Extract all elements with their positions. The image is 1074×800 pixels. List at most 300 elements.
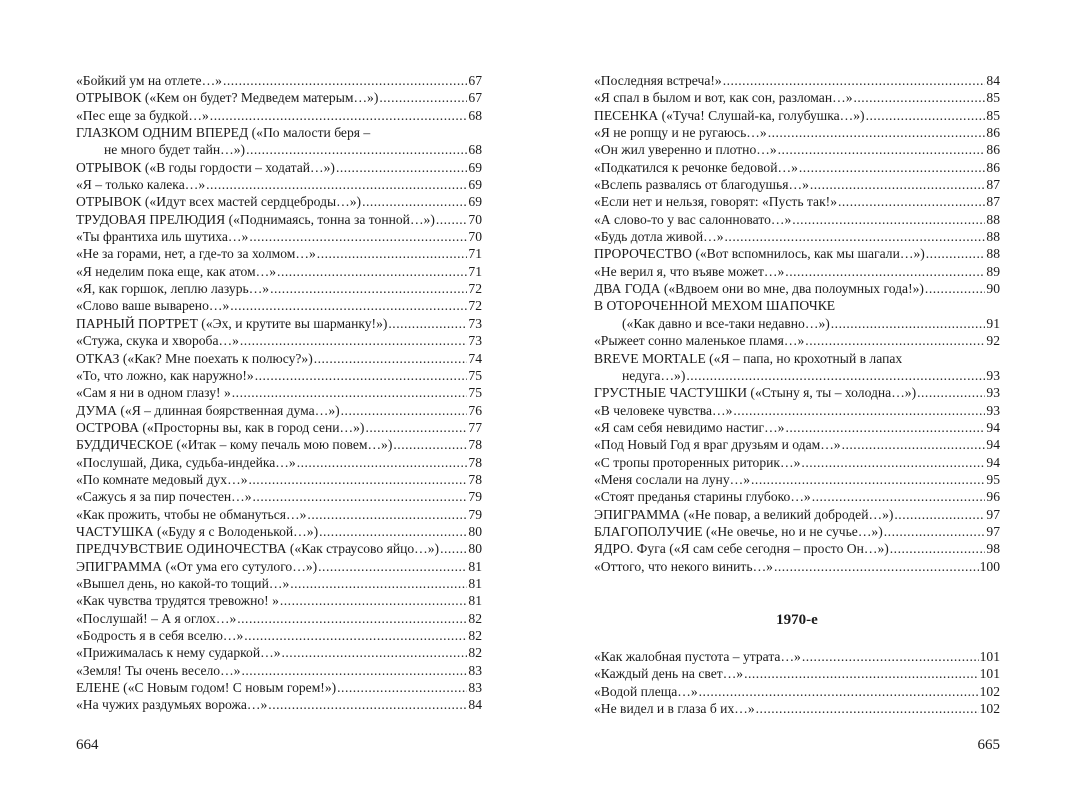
toc-entry-page: 80 [468, 541, 482, 557]
toc-entry [76, 280, 482, 297]
toc-entry-page: 70 [468, 229, 482, 245]
toc-entry [76, 506, 482, 523]
toc-entry-page: 98 [986, 541, 1000, 557]
toc-entry [76, 454, 482, 471]
toc-entry-page: 81 [468, 558, 482, 574]
toc-entry [76, 159, 482, 176]
toc-entry-title: «Послушай! – А я оглох…» [76, 610, 237, 626]
toc-entry-title: ДУМА («Я – длинная боярственная дума…») [76, 402, 340, 418]
toc-entry [76, 488, 482, 505]
toc-entry-page: 70 [468, 211, 482, 227]
toc-entry-page: 79 [468, 506, 482, 522]
toc-entry-page: 76 [468, 402, 482, 418]
dot-leader [244, 627, 467, 644]
toc-entry-line [76, 523, 482, 540]
dot-leader [894, 506, 985, 523]
toc-entry [76, 315, 482, 332]
toc-entry-line [594, 280, 1000, 297]
toc-entry-line [594, 124, 1000, 141]
dot-leader [307, 506, 467, 523]
toc-entry-line [594, 263, 1000, 280]
toc-entry-page: 79 [468, 489, 482, 505]
toc-entry [76, 124, 482, 159]
toc-entry-title: «Не верил я, что въяве может…» [594, 263, 785, 279]
toc-entry-page: 86 [986, 125, 1000, 141]
toc-entry-line [76, 228, 482, 245]
toc-entry [594, 648, 1000, 665]
toc-entry-title: недуга…») [622, 367, 686, 383]
dot-leader [792, 211, 985, 228]
toc-entry-page: 68 [468, 142, 482, 158]
dot-leader [388, 315, 467, 332]
toc-entry-line [594, 332, 1000, 349]
dot-leader [926, 245, 986, 262]
toc-entry [594, 454, 1000, 471]
toc-entry-title: ПРОРОЧЕСТВО («Вот вспомнилось, как мы шагали…») [594, 246, 925, 262]
toc-entry-title: БЛАГОПОЛУЧИЕ («Не овечье, но и не сучье…») [594, 523, 883, 539]
toc-entry [76, 384, 482, 401]
toc-entry-title: «По комнате медовый дух…» [76, 471, 248, 487]
toc-entry-title: «Послушай, Дика, судьба-индейка…» [76, 454, 296, 470]
toc-entry [594, 159, 1000, 176]
toc-entry-title: ЭПИГРАММА («Не повар, а великий добродей…») [594, 506, 894, 522]
toc-entry-page: 71 [468, 263, 482, 279]
toc-entry-title: «Я неделим пока еще, как атом…» [76, 263, 277, 279]
toc-entry-line [76, 506, 482, 523]
toc-entry-line [594, 471, 1000, 488]
toc-entry-title: «Бодрость я в себя вселю…» [76, 628, 244, 643]
toc-entry [76, 297, 482, 314]
dot-leader [237, 610, 467, 627]
toc-entry-page: 72 [468, 281, 482, 297]
toc-entry [594, 436, 1000, 453]
toc-entry-line [76, 332, 482, 349]
dot-leader [723, 72, 986, 89]
toc-entry-title: ОТРЫВОК («В годы гордости – ходатай…») [76, 159, 335, 175]
toc-entry [594, 228, 1000, 245]
toc-entry-page: 87 [986, 177, 1000, 193]
toc-entry [76, 89, 482, 106]
toc-entry [594, 211, 1000, 228]
dot-leader [317, 245, 468, 262]
toc-entry-title: «В человеке чувства…» [594, 402, 733, 418]
toc-entry-title: ГЛАЗКОМ ОДНИМ ВПЕРЕД («По малости беря – [76, 125, 371, 141]
dot-leader [436, 211, 468, 228]
toc-entry-title: не много будет тайн…») [104, 142, 246, 158]
toc-entry-page: 95 [986, 471, 1000, 487]
toc-entry-page: 88 [986, 229, 1000, 245]
toc-entry-line [594, 683, 1000, 700]
toc-entry-page: 87 [986, 194, 1000, 210]
toc-entry [76, 575, 482, 592]
dot-leader [866, 107, 986, 124]
toc-entry-title: В ОТОРОЧЕННОЙ МЕХОМ ШАПОЧКЕ [594, 298, 836, 314]
toc-entry [76, 245, 482, 262]
toc-entry-line [76, 159, 482, 176]
toc-entry [594, 141, 1000, 158]
toc-entry-title: ПЕСЕНКА («Туча! Слушай-ка, голубушка…») [594, 107, 865, 123]
dot-leader [751, 471, 985, 488]
toc-entry-line [594, 193, 1000, 210]
toc-entry [594, 280, 1000, 297]
toc-entry-line [594, 454, 1000, 471]
toc-entry-page: 75 [468, 385, 482, 401]
toc-entry-page: 77 [468, 419, 482, 435]
toc-entry [76, 402, 482, 419]
toc-entry-title: «Бойкий ум на отлете…» [76, 73, 222, 88]
toc-entry-line [76, 350, 482, 367]
toc-entry-line [594, 315, 1000, 332]
toc-entry-line [594, 665, 1000, 682]
toc-entry-page: 69 [468, 177, 482, 193]
toc-entry-line [594, 506, 1000, 523]
toc-entry-page: 91 [986, 315, 1000, 331]
dot-leader [812, 488, 986, 505]
toc-entry-line [76, 89, 482, 106]
toc-entry-title: («Как давно и все-таки недавно…») [622, 315, 830, 331]
toc-entry-line [76, 662, 482, 679]
toc-list-left [76, 72, 482, 714]
toc-entry-page: 67 [468, 90, 482, 106]
toc-entry-line [594, 436, 1000, 453]
toc-entry-page: 81 [468, 575, 482, 591]
dot-leader [253, 488, 468, 505]
toc-entry [76, 644, 482, 661]
toc-entry-line [594, 558, 1000, 575]
toc-entry-line [76, 193, 482, 210]
toc-entry-title: ДВА ГОДА («Вдвоем они во мне, два полоумных года!») [594, 281, 924, 297]
dot-leader [842, 436, 986, 453]
toc-entry-page: 93 [986, 367, 1000, 383]
dot-leader [733, 402, 985, 419]
toc-entry [594, 700, 1000, 717]
dot-leader [240, 332, 468, 349]
dot-leader [268, 696, 467, 713]
toc-entry-page: 68 [468, 107, 482, 123]
dot-leader [270, 280, 467, 297]
toc-entry [594, 350, 1000, 385]
toc-entry-page: 101 [979, 649, 1000, 664]
dot-leader [241, 662, 467, 679]
toc-entry-page: 97 [986, 523, 1000, 539]
toc-entry-line [76, 644, 482, 661]
toc-entry-page: 81 [468, 593, 482, 609]
toc-entry-page: 93 [986, 402, 1000, 418]
toc-entry-title: БУДДИЧЕСКОЕ («Итак – кому печаль мою повем…») [76, 437, 393, 453]
toc-entry [76, 558, 482, 575]
toc-entry-line [594, 402, 1000, 419]
toc-entry-page: 85 [986, 90, 1000, 106]
toc-entry [76, 107, 482, 124]
toc-entry-title: «Как прожить, чтобы не обмануться…» [76, 506, 307, 522]
dot-leader [223, 72, 467, 89]
toc-entry-title: «Земля! Ты очень весело…» [76, 662, 241, 678]
toc-entry-page: 93 [986, 385, 1000, 401]
toc-entry [594, 558, 1000, 575]
toc-entry-title: «Не видел и в глаза б их…» [594, 701, 755, 717]
toc-entry-page: 69 [468, 194, 482, 210]
toc-entry [594, 176, 1000, 193]
toc-entry-title: «Ты франтиха иль шутиха…» [76, 229, 249, 245]
toc-entry-page: 101 [979, 666, 1000, 682]
toc-entry [76, 540, 482, 557]
toc-entry-line [594, 72, 1000, 89]
toc-entry-line [76, 540, 482, 557]
toc-entry-title: ПАРНЫЙ ПОРТРЕТ («Эх, и крутите вы шарманку!») [76, 315, 388, 331]
toc-entry-page: 75 [468, 367, 482, 383]
toc-entry-page: 67 [468, 73, 482, 88]
toc-entry-line [76, 245, 482, 262]
toc-entry-line [76, 436, 482, 453]
toc-entry [594, 72, 1000, 89]
toc-entry-title: «Подкатился к речонке бедовой…» [594, 159, 798, 175]
dot-leader [756, 700, 979, 717]
toc-entry-title: «С тропы протоpенных риторик…» [594, 454, 801, 470]
toc-entry-page: 83 [468, 680, 482, 696]
toc-entry-page: 97 [986, 506, 1000, 522]
toc-entry [76, 72, 482, 89]
toc-entry [76, 332, 482, 349]
toc-entry-page: 90 [986, 281, 1000, 297]
toc-entry-title: «Я сам себя невидимо настиг…» [594, 419, 785, 435]
dot-leader [774, 558, 979, 575]
toc-entry-page: 82 [468, 628, 482, 643]
dot-leader [255, 367, 468, 384]
toc-entry-title: «Вышел день, но какой-то тощий…» [76, 575, 290, 591]
toc-entry-title: ОТРЫВОК («Кем он будет? Медведем матерым…») [76, 90, 379, 106]
toc-entry-line [76, 454, 482, 471]
toc-entry-line [76, 679, 482, 696]
dot-leader [319, 523, 467, 540]
dot-leader [699, 683, 979, 700]
dot-leader [801, 454, 985, 471]
toc-entry-title: «На чужих раздумьях ворожа…» [76, 697, 268, 713]
toc-entry-line [76, 176, 482, 193]
toc-entry-line [76, 627, 482, 644]
toc-entry-line [76, 384, 482, 401]
toc-entry-line [76, 471, 482, 488]
toc-entry-line [594, 107, 1000, 124]
toc-entry-title: «То, что ложно, как наружно!» [76, 367, 254, 383]
toc-entry-line [594, 419, 1000, 436]
toc-entry-line [594, 141, 1000, 158]
toc-entry-line [594, 89, 1000, 106]
toc-entry-title: «Оттого, что некого винить…» [594, 558, 773, 574]
toc-entry-page: 72 [468, 298, 482, 314]
dot-leader [725, 228, 986, 245]
toc-entry [594, 471, 1000, 488]
toc-entry [76, 592, 482, 609]
toc-entry-page: 94 [986, 454, 1000, 470]
toc-entry-line [76, 419, 482, 436]
page-number-left: 664 [76, 737, 99, 753]
toc-entry-page: 78 [468, 437, 482, 453]
toc-entry-title: ЧАСТУШКА («Буду я с Володенькой…») [76, 523, 319, 539]
toc-entry [594, 540, 1000, 557]
toc-entry-title: «Сам я ни в одном глазу! » [76, 385, 231, 401]
toc-entry-page: 73 [468, 315, 482, 331]
toc-entry-page: 94 [986, 437, 1000, 453]
toc-entry-line [594, 228, 1000, 245]
toc-entry [594, 124, 1000, 141]
dot-leader [246, 141, 467, 158]
dot-leader [280, 592, 468, 609]
toc-entry [594, 488, 1000, 505]
toc-entry [76, 211, 482, 228]
toc-entry-page: 78 [468, 454, 482, 470]
toc-entry-title: ГРУСТНЫЕ ЧАСТУШКИ («Стыну я, ты – холодна…») [594, 385, 917, 401]
toc-entry-page: 86 [986, 142, 1000, 158]
toc-entry [594, 506, 1000, 523]
toc-entry-line [594, 488, 1000, 505]
toc-entry-page: 83 [468, 662, 482, 678]
toc-entry-line [76, 575, 482, 592]
toc-entry-title: ЯДРО. Фуга («Я сам себе сегодня – просто Он…») [594, 541, 889, 557]
toc-entry-line [76, 315, 482, 332]
toc-entry-title: «Я, как горшок, леплю лазурь…» [76, 281, 270, 297]
toc-entry-title: ТРУДОВАЯ ПРЕЛЮДИЯ («Поднимаясь, тонна за тонной…») [76, 211, 435, 227]
toc-entry-title: ЭПИГРАММА («От ума его сутулого…») [76, 558, 318, 574]
toc-entry-title: «Слово ваше выварено…» [76, 298, 230, 314]
dot-leader [210, 107, 468, 124]
dot-leader [440, 540, 467, 557]
toc-entry [76, 419, 482, 436]
toc-entry [76, 662, 482, 679]
dot-leader [925, 280, 985, 297]
toc-entry-page: 82 [468, 645, 482, 661]
toc-entry-title: «Пес еще за будкой…» [76, 107, 209, 123]
toc-entry [594, 297, 1000, 332]
left-page [76, 0, 482, 800]
dot-leader [249, 228, 467, 245]
toc-entry-page: 102 [979, 701, 1000, 717]
toc-entry-page: 89 [986, 263, 1000, 279]
toc-entry-title: ОСТРОВА («Просторны вы, как в город сени…») [76, 419, 365, 435]
dot-leader [744, 665, 979, 682]
toc-entry [594, 332, 1000, 349]
dot-leader [379, 89, 467, 106]
toc-entry-line [76, 696, 482, 713]
toc-entry-line [76, 141, 482, 158]
toc-entry [594, 245, 1000, 262]
dot-leader [290, 575, 467, 592]
dot-leader [297, 454, 468, 471]
toc-entry-line [594, 384, 1000, 401]
toc-entry-title: «Меня сослали на луну…» [594, 471, 751, 487]
dot-leader [785, 419, 985, 436]
dot-leader [318, 558, 467, 575]
toc-entry-page: 92 [986, 333, 1000, 349]
toc-entry-page: 84 [468, 697, 482, 713]
toc-entry [594, 263, 1000, 280]
toc-entry [76, 471, 482, 488]
toc-entry-title: «Он жил уверенно и плотно…» [594, 142, 777, 158]
toc-entry-title: «А слово-то у вас салонновато…» [594, 211, 792, 227]
dot-leader [337, 679, 467, 696]
dot-leader [341, 402, 468, 419]
toc-entry-page: 69 [468, 159, 482, 175]
toc-entry-page: 80 [468, 523, 482, 539]
toc-entry [76, 176, 482, 193]
toc-entry-page: 71 [468, 246, 482, 262]
toc-entry-page: 82 [468, 610, 482, 626]
toc-entry [76, 263, 482, 280]
toc-entry-title: «Последняя встреча!» [594, 73, 722, 88]
toc-entry-page: 73 [468, 333, 482, 349]
toc-entry-line [76, 124, 482, 141]
dot-leader [799, 159, 986, 176]
toc-entry-line [594, 350, 1000, 367]
toc-entry-page: 88 [986, 246, 1000, 262]
toc-entry-line [76, 211, 482, 228]
dot-leader [362, 193, 467, 210]
toc-entry-title: «Я спал в былом и вот, как сон, разломан…» [594, 90, 853, 106]
toc-entry [594, 89, 1000, 106]
toc-entry-title: «Если нет и нельзя, говорят: «Пусть так!» [594, 194, 837, 210]
toc-list-right [594, 72, 1000, 575]
toc-entry-title: «Я – только калека…» [76, 177, 206, 193]
toc-entry [594, 107, 1000, 124]
toc-entry-line [594, 523, 1000, 540]
page-number-right: 665 [977, 737, 1000, 753]
toc-entry-page: 88 [986, 211, 1000, 227]
toc-entry-page: 78 [468, 471, 482, 487]
toc-entry-page: 84 [986, 73, 1000, 88]
dot-leader [917, 384, 985, 401]
toc-entry [594, 419, 1000, 436]
toc-entry-line [594, 159, 1000, 176]
toc-entry-title: «Каждый день на свет…» [594, 666, 744, 682]
toc-entry-title: ЕЛЕНЕ («С Новым годом! С новым горем!») [76, 680, 337, 696]
toc-entry-title: «Как жалобная пустота – утрата…» [594, 649, 801, 664]
toc-entry-line [76, 610, 482, 627]
toc-entry-line [76, 263, 482, 280]
toc-entry-title: «Прижималась к нему сударкой…» [76, 645, 281, 661]
toc-entry-line [594, 245, 1000, 262]
dot-leader [393, 436, 467, 453]
toc-entry-title: ОТКАЗ («Как? Мне поехать к полюсу?») [76, 350, 313, 366]
toc-entry-title: «Я не ропщу и не ругаюсь…» [594, 125, 767, 141]
toc-entry-page: 100 [979, 558, 1000, 574]
toc-entry [76, 679, 482, 696]
toc-entry-title: ОТРЫВОК («Идут всех мастей сердцеброды…») [76, 194, 362, 210]
toc-entry-title: ПРЕДЧУВСТВИЕ ОДИНОЧЕСТВА («Как страусово яйцо…») [76, 541, 440, 557]
toc-entry-title: «Стужа, скука и хвороба…» [76, 333, 239, 349]
toc-entry-line [76, 280, 482, 297]
toc-entry [76, 436, 482, 453]
toc-entry [594, 683, 1000, 700]
toc-entry [594, 193, 1000, 210]
dot-leader [838, 193, 985, 210]
toc-entry-title: «Рыжеет сонно маленькое пламя…» [594, 333, 805, 349]
toc-entry-line [76, 488, 482, 505]
toc-entry-line [594, 176, 1000, 193]
dot-leader [785, 263, 985, 280]
toc-entry [76, 228, 482, 245]
dot-leader [810, 176, 986, 193]
toc-entry [594, 402, 1000, 419]
toc-entry-page: 94 [986, 419, 1000, 435]
toc-entry-line [594, 540, 1000, 557]
toc-entry-line [594, 700, 1000, 717]
toc-list-section [594, 648, 1000, 717]
toc-entry [76, 610, 482, 627]
dot-leader [805, 332, 985, 349]
dot-leader [802, 648, 979, 665]
dot-leader [854, 89, 986, 106]
toc-entry-page: 102 [979, 683, 1000, 699]
dot-leader [230, 297, 467, 314]
